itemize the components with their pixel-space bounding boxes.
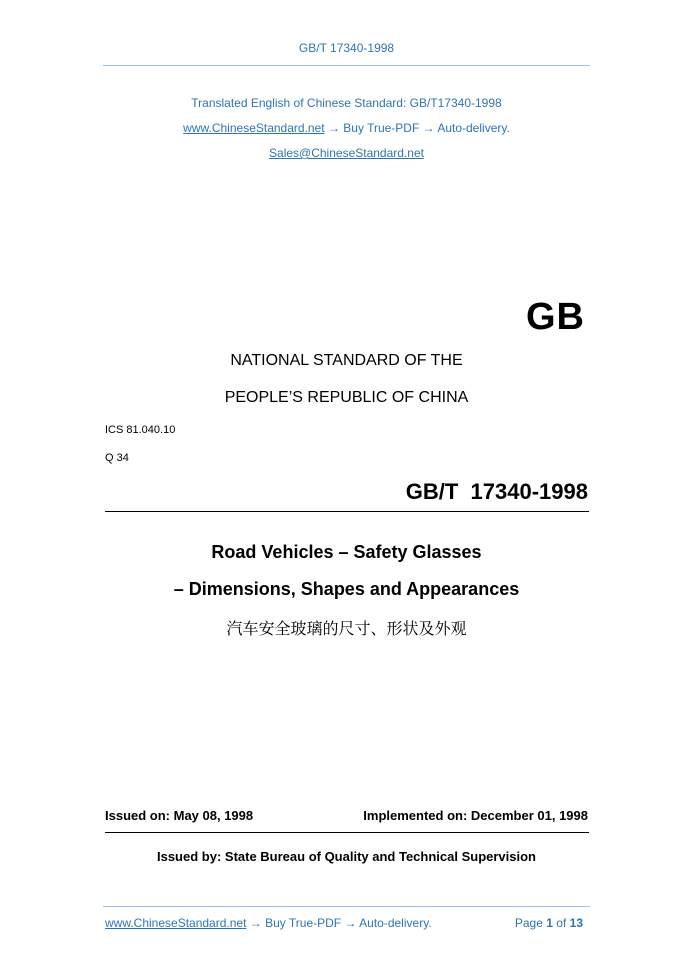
header-rule xyxy=(103,65,590,66)
national-standard-line-2: PEOPLE’S REPUBLIC OF CHINA xyxy=(224,389,469,406)
ics-code: ICS 81.040.10 xyxy=(105,424,176,436)
arrow-icon: → xyxy=(422,121,435,135)
arrow-icon: → xyxy=(344,916,357,930)
issued-on: Issued on: May 08, 1998 xyxy=(105,808,254,823)
title-line-1: Road Vehicles – Safety Glasses xyxy=(211,542,482,562)
standard-number: GB/T 17340-1998 xyxy=(405,479,588,504)
page-total: 13 xyxy=(569,916,583,930)
title-line-2: – Dimensions, Shapes and Appearances xyxy=(173,579,520,599)
footer-buy-text: Buy True-PDF xyxy=(265,916,342,930)
national-standard-line-1: NATIONAL STANDARD OF THE xyxy=(230,352,463,369)
arrow-icon: → xyxy=(249,916,262,930)
gb-logo: GB xyxy=(526,296,585,338)
title-chinese: 汽车安全玻璃的尺寸、形状及外观 xyxy=(226,619,467,638)
page-indicator xyxy=(515,916,583,930)
footer-purchase-line xyxy=(105,916,432,930)
footer-auto-text: Auto-delivery. xyxy=(359,916,432,930)
classification-code: Q 34 xyxy=(105,452,129,464)
of-label: of xyxy=(556,916,567,930)
translation-notice: Translated English of Chinese Standard: GB/T17340-1998 xyxy=(191,96,502,110)
sales-email-link[interactable]: Sales@ChineseStandard.net xyxy=(269,146,424,160)
site-link[interactable]: www.ChineseStandard.net xyxy=(183,121,325,135)
footer-site-link[interactable]: www.ChineseStandard.net xyxy=(105,916,247,930)
implemented-on: Implemented on: December 01, 1998 xyxy=(363,808,588,823)
dates-rule xyxy=(105,832,589,833)
arrow-icon: → xyxy=(327,121,340,135)
running-header: GB/T 17340-1998 xyxy=(298,41,395,55)
purchase-line xyxy=(0,121,693,135)
issued-by: Issued by: State Bureau of Quality and Technical Supervision xyxy=(156,849,536,864)
footer-rule xyxy=(103,906,590,907)
auto-delivery-text: Auto-delivery. xyxy=(437,121,510,135)
title-rule xyxy=(105,511,589,512)
page-label: Page xyxy=(514,916,543,930)
buy-true-pdf-text: Buy True-PDF xyxy=(343,121,420,135)
page-number: 1 xyxy=(546,916,553,930)
